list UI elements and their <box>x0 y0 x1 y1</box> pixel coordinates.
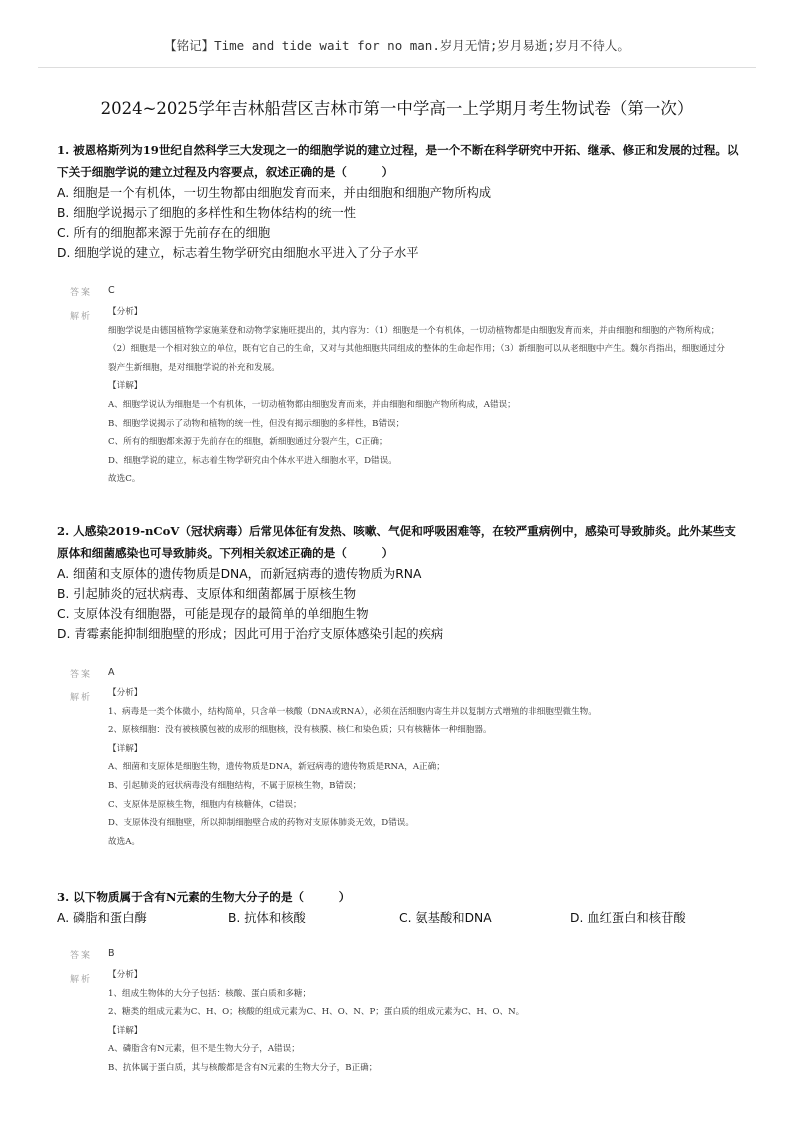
explanation-line: B、细胞学说揭示了动物和植物的统一性，但没有揭示细胞的多样性，B错误； <box>108 418 405 429</box>
answer-value: C <box>108 285 115 296</box>
explanation-line: 【分析】 <box>108 970 143 980</box>
explanation-line: A、磷脂含有N元素，但不是生物大分子，A错误； <box>108 1044 300 1055</box>
question-stem: 2. 人感染2019-nCoV（冠状病毒）后常见体征有发热、咳嗽、气促和呼吸困难等，在较严重病例中，感染可导致肺炎。此外某些支原体和细菌感染也可导致肺炎。下列相关叙述正确的是（ ） <box>57 524 736 560</box>
explanation-line: A、细菌和支原体是细胞生物，遗传物质是DNA，新冠病毒的遗传物质是RNA，A正确； <box>108 762 445 773</box>
explanation-line: A、细胞学说认为细胞是一个有机体，一切动植物都由细胞发育而来，并由细胞和细胞产物所构成，A错误； <box>108 399 516 410</box>
explanation-block <box>108 303 726 489</box>
explanation-line: 1、病毒是一类个体微小，结构简单，只含单一核酸（DNA或RNA），必须在活细胞内寄生并以复制方式增殖的非细胞型微生物。 <box>108 706 597 717</box>
explanation-line: D、细胞学说的建立，标志着生物学研究由个体水平进入细胞水平，D错误。 <box>108 455 397 466</box>
explanation-line: B、抗体属于蛋白质，其与核酸都是含有N元素的生物大分子，B正确； <box>108 1062 378 1073</box>
explanation-line: 【分析】 <box>108 688 143 698</box>
option-c: C. 支原体没有细胞器，可能是现存的最简单的单细胞生物 <box>57 607 369 621</box>
explanation-line: 2、糖类的组成元素为C、H、O；核酸的组成元素为C、H、O、N、P；蛋白质的组成元素为C、H、O、N。 <box>108 1007 525 1018</box>
explanation-line: 1、组成生物体的大分子包括：核酸、蛋白质和多糖； <box>108 988 312 999</box>
question-stem: 3. 以下物质属于含有N元素的生物大分子的是（ ） <box>57 890 351 904</box>
option-a: A. 磷脂和蛋白酶 <box>57 911 147 925</box>
explanation-line: 【分析】 <box>108 307 143 317</box>
explanation-line: D、支原体没有细胞壁，所以抑制细胞壁合成的药物对支原体肺炎无效，D错误。 <box>108 818 414 829</box>
explanation-line: 细胞学说是由德国植物学家施莱登和动物学家施旺提出的，其内容为：（1）细胞是一个有机体，一切动植物都是由细胞发育而来，并由细胞和细胞的产物所构成；（2）细胞是一个相对独立的单位，既有它自己的生命，又对与其他细胞共同组成的整体的生命起作用；（3）新细胞可以从老细胞中产生。魏尔肖指出，细胞通过分裂产生新细胞，是对细胞学说的补充和发展。 <box>108 325 725 373</box>
option-c: C. 所有的细胞都来源于先前存在的细胞 <box>57 226 271 240</box>
question-stem: 1. 被恩格斯列为19世纪自然科学三大发现之一的细胞学说的建立过程，是一个不断在科学研究中开拓、继承、修正和发展的过程。以下关于细胞学说的建立过程及内容要点，叙述正确的是（ ） <box>57 143 739 179</box>
question-2 <box>57 520 747 644</box>
analysis-label: 解析 <box>70 312 93 322</box>
analysis-label: 解析 <box>70 975 93 985</box>
answer-label: 答案 <box>70 951 93 961</box>
option-d: D. 血红蛋白和核苷酸 <box>570 911 686 925</box>
option-b: B. 引起肺炎的冠状病毒、支原体和细菌都属于原核生物 <box>57 587 357 601</box>
explanation-line: 2、原核细胞：没有被核膜包被的成形的细胞核，没有核膜、核仁和染色质；只有核糖体一种细胞器。 <box>108 725 492 736</box>
explanation-line: 【详解】 <box>108 381 143 392</box>
analysis-label: 解析 <box>70 693 93 703</box>
answer-value: B <box>108 948 115 959</box>
explanation-line: 故选C。 <box>108 474 141 485</box>
explanation-line: B、引起肺炎的冠状病毒没有细胞结构，不属于原核生物，B错误； <box>108 780 362 791</box>
explanation-line: C、支原体是原核生物，细胞内有核糖体，C错误； <box>108 799 302 810</box>
question-3 <box>57 886 747 928</box>
answer-label: 答案 <box>70 288 93 298</box>
explanation-line: C、所有的细胞都来源于先前存在的细胞，新细胞通过分裂产生，C正确； <box>108 437 388 448</box>
answer-value: A <box>108 667 115 678</box>
option-a: A. 细胞是一个有机体，一切生物都由细胞发育而来，并由细胞和细胞产物所构成 <box>57 186 492 200</box>
options-row <box>57 908 747 928</box>
option-b: B. 抗体和核酸 <box>228 911 306 925</box>
explanation-line: 故选A。 <box>108 836 140 847</box>
explanation-block <box>108 966 726 1078</box>
option-b: B. 细胞学说揭示了细胞的多样性和生物体结构的统一性 <box>57 206 357 220</box>
page-header-motto: 【铭记】Time and tide wait for no man.岁月无情;岁月易逝;岁月不待人。 <box>164 38 630 53</box>
explanation-block <box>108 684 726 851</box>
option-a: A. 细菌和支原体的遗传物质是DNA，而新冠病毒的遗传物质为RNA <box>57 567 422 581</box>
option-d: D. 细胞学说的建立，标志着生物学研究由细胞水平进入了分子水平 <box>57 246 419 260</box>
explanation-line: 【详解】 <box>108 1025 143 1036</box>
answer-label: 答案 <box>70 670 93 680</box>
header-divider <box>38 67 756 68</box>
explanation-line: 【详解】 <box>108 743 143 754</box>
page-title: 2024~2025学年吉林船营区吉林市第一中学高一上学期月考生物试卷（第一次） <box>100 99 694 118</box>
option-d: D. 青霉素能抑制细胞壁的形成；因此可用于治疗支原体感染引起的疾病 <box>57 627 444 641</box>
option-c: C. 氨基酸和DNA <box>399 911 492 925</box>
question-1 <box>57 139 747 263</box>
